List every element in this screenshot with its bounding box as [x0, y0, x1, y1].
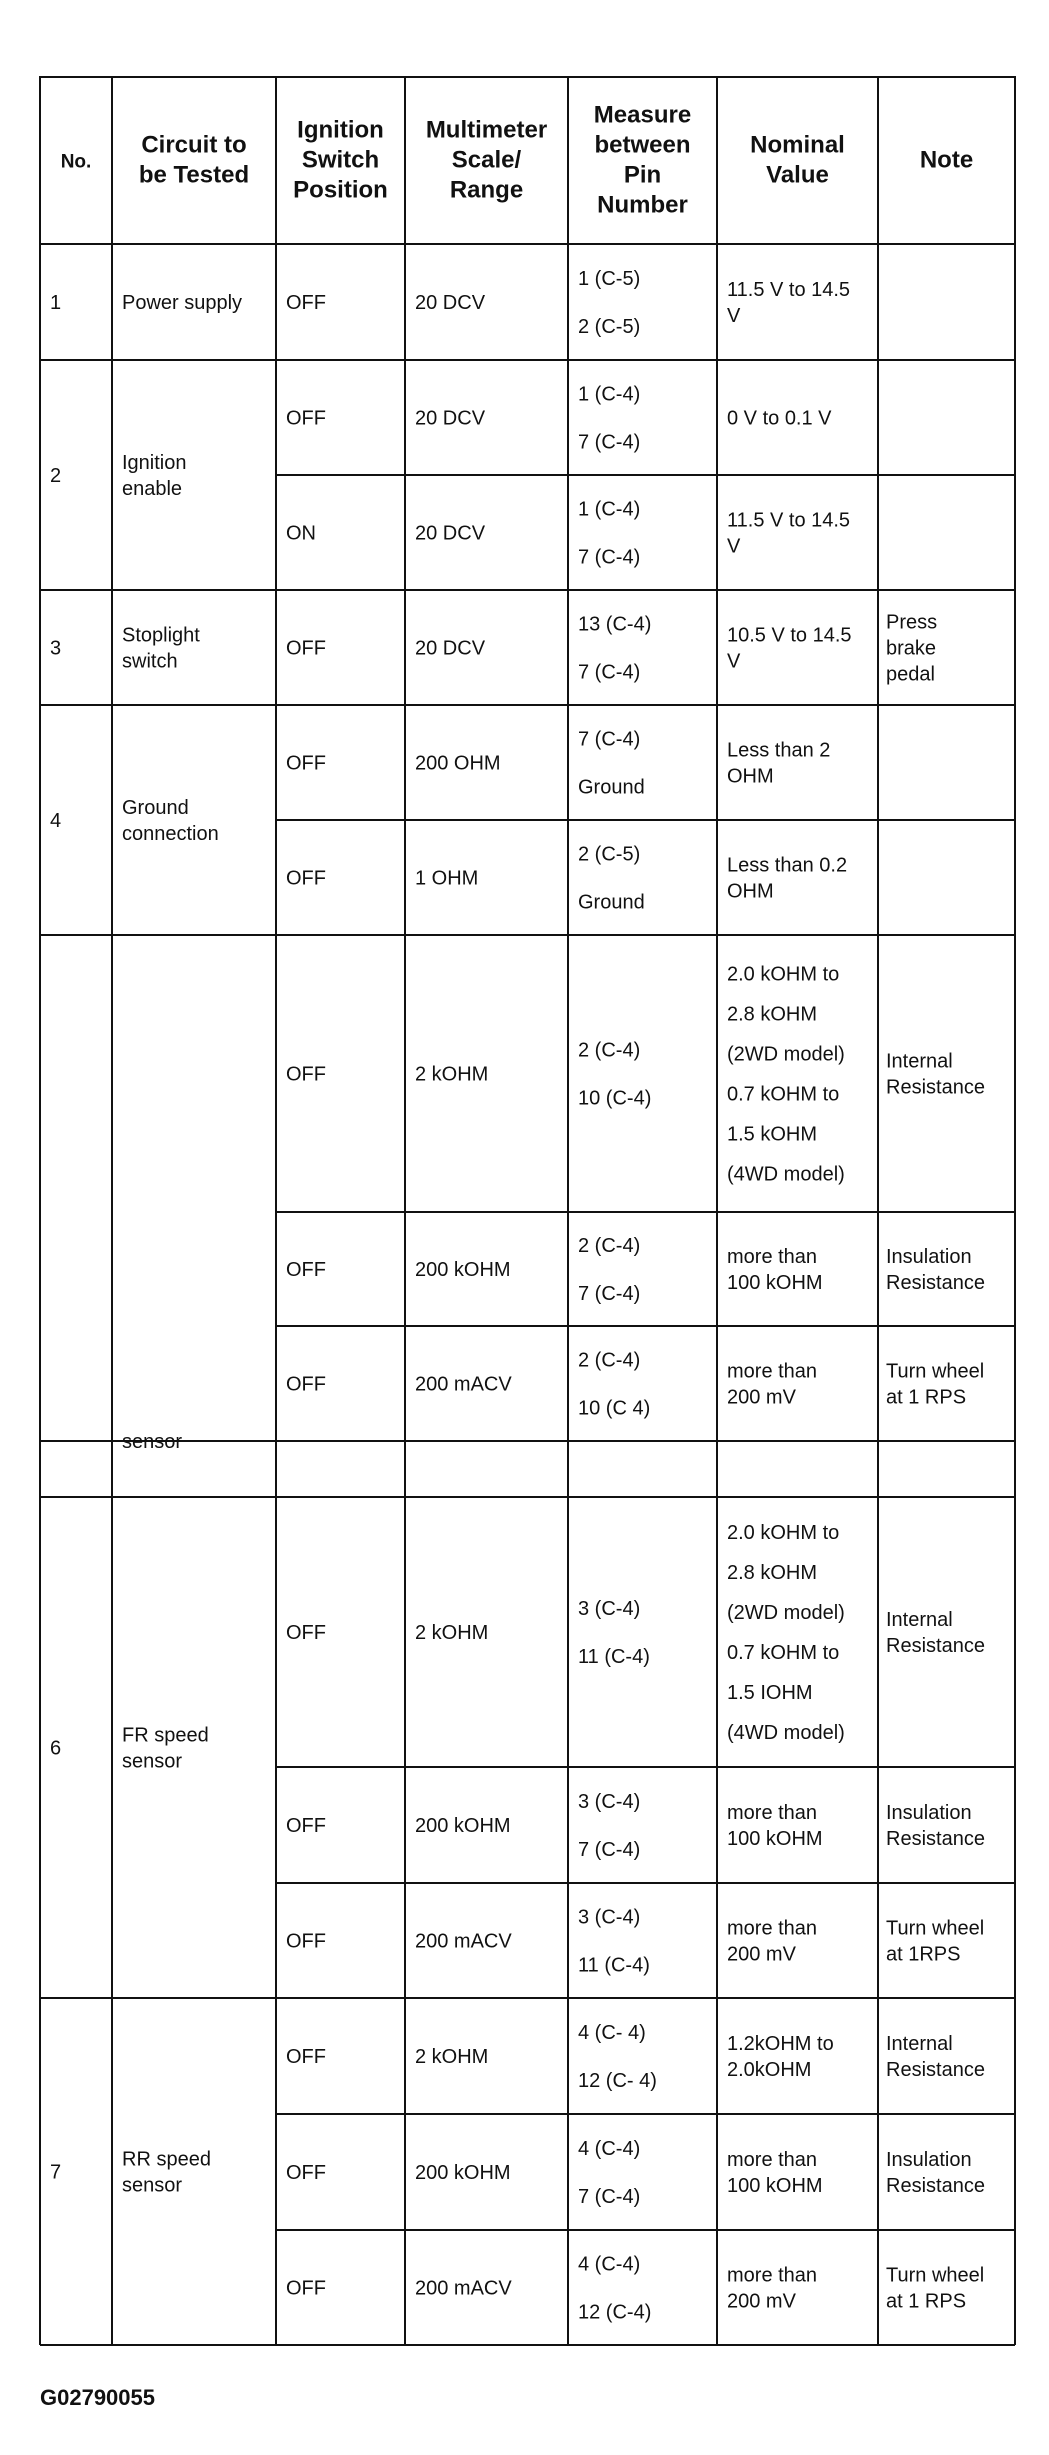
- cell-pins: 4 (C-4) 7 (C-4): [578, 2138, 641, 2208]
- cell-pins: 4 (C-4) 12 (C-4): [578, 2253, 652, 2324]
- cell-ignition: OFF: [286, 867, 326, 890]
- cell-scale: 200 mACV: [415, 1930, 512, 1953]
- cell-nominal: more than 200 mV: [727, 1360, 818, 1409]
- cell-nominal: 11.5 V to 14.5 V: [727, 509, 851, 558]
- cell-scale: 2 kOHM: [415, 1622, 489, 1644]
- cell-circuit: sensor: [122, 1431, 183, 1453]
- cell-nominal: more than 200 mV: [727, 2264, 818, 2313]
- cell-note: Internal Resistance: [886, 1609, 985, 1657]
- cell-pins: 1 (C-5) 2 (C-5): [578, 268, 641, 338]
- cell-ignition: OFF: [286, 407, 326, 430]
- cell-nominal: 10.5 V to 14.5 V: [727, 624, 852, 673]
- cell-nominal: more than 100 kOHM: [727, 1246, 823, 1294]
- cell-circuit: Ground connection: [122, 797, 219, 845]
- cell-circuit: Ignition enable: [122, 452, 187, 500]
- cell-ignition: OFF: [286, 752, 326, 775]
- cell-ignition: OFF: [286, 1930, 326, 1953]
- cell-ignition: OFF: [286, 637, 326, 660]
- cell-pins: 3 (C-4) 11 (C-4): [578, 1598, 650, 1668]
- cell-ignition: OFF: [286, 1063, 326, 1086]
- cell-pins: 4 (C- 4) 12 (C- 4): [578, 2022, 657, 2092]
- cell-scale: 20 DCV: [415, 292, 486, 314]
- cell-note: Insulation Resistance: [886, 1246, 985, 1294]
- cell-scale: 2 kOHM: [415, 2046, 489, 2068]
- cell-nominal: 2.0 kOHM to 2.8 kOHM (2WD model) 0.7 kOHM to 1.5 kOHM (4WD model): [727, 963, 845, 1186]
- cell-scale: 200 mACV: [415, 1373, 512, 1396]
- header-nominal: Nominal Value: [750, 131, 845, 189]
- cell-nominal: 11.5 V to 14.5 V: [727, 279, 851, 327]
- cell-ignition: OFF: [286, 1815, 326, 1837]
- cell-nominal: more than 100 kOHM: [727, 1802, 823, 1850]
- cell-no: 7: [50, 2161, 62, 2184]
- cell-pins: 2 (C-5) Ground: [578, 843, 645, 914]
- cell-nominal: Less than 0.2 OHM: [727, 854, 848, 903]
- header-no: No.: [60, 151, 92, 173]
- cell-ignition: OFF: [286, 1259, 326, 1281]
- cell-pins: 2 (C-4) 10 (C 4): [578, 1349, 651, 1420]
- cell-pins: 2 (C-4) 7 (C-4): [578, 1235, 641, 1305]
- cell-ignition: OFF: [286, 2046, 326, 2068]
- cell-scale: 2 kOHM: [415, 1063, 489, 1086]
- cell-scale: 1 OHM: [415, 867, 479, 890]
- cell-pins: 7 (C-4) Ground: [578, 728, 645, 799]
- cell-circuit: Stoplight switch: [122, 624, 200, 673]
- cell-circuit: FR speed sensor: [122, 1724, 209, 1773]
- cell-no: 2: [50, 465, 62, 487]
- cell-nominal: 2.0 kOHM to 2.8 kOHM (2WD model) 0.7 kOHM to 1.5 IOHM (4WD model): [727, 1522, 845, 1744]
- cell-no: 4: [50, 810, 62, 832]
- cell-nominal: more than 200 mV: [727, 1917, 818, 1966]
- cell-nominal: Less than 2 OHM: [727, 739, 831, 788]
- cell-note: Turn wheel at 1RPS: [886, 1917, 985, 1966]
- cell-pins: 1 (C-4) 7 (C-4): [578, 498, 641, 569]
- cell-nominal: 0 V to 0.1 V: [727, 407, 832, 430]
- cell-note: Turn wheel at 1 RPS: [886, 1360, 985, 1409]
- cell-pins: 2 (C-4) 10 (C-4): [578, 1039, 652, 1110]
- cell-no: 6: [50, 1737, 62, 1760]
- cell-scale: 200 kOHM: [415, 2162, 511, 2184]
- cell-note: Turn wheel at 1 RPS: [886, 2264, 985, 2313]
- header-circuit: Circuit to be Tested: [138, 131, 250, 189]
- cell-no: 3: [50, 637, 62, 660]
- cell-ignition: OFF: [286, 2162, 326, 2184]
- header-note: Note: [919, 146, 974, 174]
- cell-nominal: more than 100 kOHM: [727, 2149, 823, 2197]
- cell-ignition: OFF: [286, 292, 326, 314]
- cell-scale: 20 DCV: [415, 407, 486, 430]
- table-grid: [40, 77, 1015, 2345]
- cell-scale: 200 kOHM: [415, 1259, 511, 1281]
- header-scale: Multimeter Scale/ Range: [425, 116, 548, 204]
- cell-ignition: OFF: [286, 1373, 326, 1396]
- cell-circuit: RR speed sensor: [122, 2148, 211, 2197]
- cell-note: Press brake pedal: [886, 611, 938, 686]
- cell-scale: 20 DCV: [415, 637, 486, 660]
- cell-ignition: OFF: [286, 1622, 326, 1644]
- header-pins: Measure between Pin Number: [593, 101, 692, 219]
- cell-pins: 3 (C-4) 7 (C-4): [578, 1791, 641, 1861]
- cell-scale: 20 DCV: [415, 522, 486, 545]
- cell-note: Insulation Resistance: [886, 1802, 985, 1850]
- cell-note: Internal Resistance: [886, 2033, 985, 2081]
- cell-pins: 13 (C-4) 7 (C-4): [578, 613, 652, 684]
- cell-scale: 200 OHM: [415, 752, 501, 775]
- cell-note: Insulation Resistance: [886, 2149, 985, 2197]
- cell-ignition: OFF: [286, 2277, 326, 2300]
- header-ignition: Ignition Switch Position: [293, 116, 388, 204]
- cell-no: 1: [50, 292, 62, 314]
- cell-scale: 200 mACV: [415, 2277, 512, 2300]
- figure-id: G02790055: [40, 2385, 155, 2410]
- cell-scale: 200 kOHM: [415, 1815, 511, 1837]
- cell-nominal: 1.2kOHM to 2.0kOHM: [727, 2033, 834, 2081]
- cell-pins: 3 (C-4) 11 (C-4): [578, 1906, 650, 1977]
- cell-circuit: Power supply: [122, 292, 243, 314]
- cell-ignition: ON: [286, 522, 316, 545]
- cell-pins: 1 (C-4) 7 (C-4): [578, 383, 641, 454]
- cell-note: Internal Resistance: [886, 1050, 985, 1099]
